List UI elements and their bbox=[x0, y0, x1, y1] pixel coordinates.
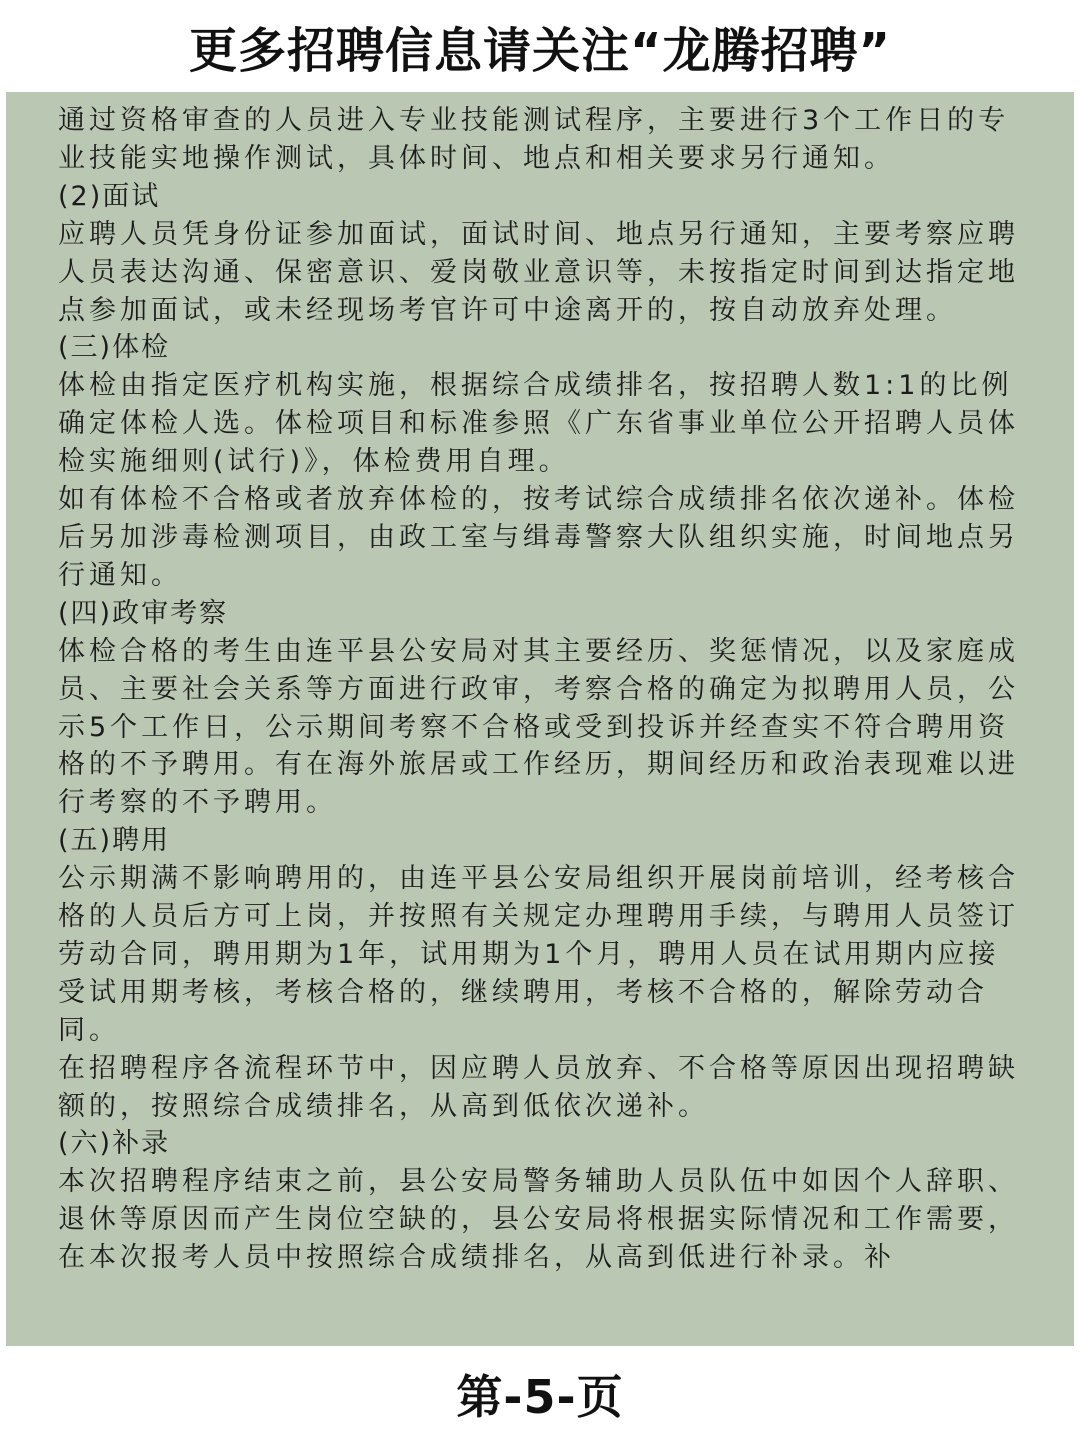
content-panel bbox=[6, 92, 1074, 1346]
section-heading-interview: (2)面试 bbox=[58, 180, 161, 212]
paragraph-medical-exam: 体检由指定医疗机构实施，根据综合成绩排名，按招聘人数1:1的比例确定体检人选。体检项目和标准参照《广东省事业单位公开招聘人员体检实施细则(试行)》，体检费用自理。 bbox=[58, 370, 1019, 478]
paragraph-skill-test: 通过资格审查的人员进入专业技能测试程序，主要进行3个工作日的专业技能实地操作测试，具体时间、地点和相关要求另行通知。 bbox=[58, 105, 1010, 174]
paragraph-vacancy-replacement: 在招聘程序各流程环节中，因应聘人员放弃、不合格等原因出现招聘缺额的，按照综合成绩排名，从高到低依次递补。 bbox=[58, 1052, 1019, 1122]
section-heading-supplementary: (六)补录 bbox=[58, 1128, 171, 1160]
paragraph-interview: 应聘人员凭身份证参加面试，面试时间、地点另行通知，主要考察应聘人员表达沟通、保密意识、爱岗敬业意识等，未按指定时间到达指定地点参加面试，或未经现场考官许可中途离开的，按自动放弃处理。 bbox=[58, 218, 1019, 326]
paragraph-supplementary: 本次招聘程序结束之前，县公安局警务辅助人员队伍中如因个人辞职、退休等原因而产生岗位空缺的，县公安局将根据实际情况和工作需要，在本次报考人员中按照综合成绩排名，从高到低进行补录。补 bbox=[58, 1166, 1019, 1274]
section-heading-employment: (五)聘用 bbox=[58, 825, 171, 857]
footer-banner bbox=[0, 1346, 1080, 1441]
page-number: 第-5-页 bbox=[456, 1369, 624, 1424]
header-banner bbox=[0, 0, 1080, 92]
paragraph-medical-exam-replacement: 如有体检不合格或者放弃体检的，按考试综合成绩排名依次递补。体检后另加涉毒检测项目，由政工室与缉毒警察大队组织实施，时间地点另行通知。 bbox=[58, 484, 1019, 591]
section-heading-medical-exam: (三)体检 bbox=[58, 332, 171, 364]
section-heading-political-review: (四)政审考察 bbox=[58, 597, 229, 629]
paragraph-political-review: 体检合格的考生由连平县公安局对其主要经历、奖惩情况，以及家庭成员、主要社会关系等方面进行政审，考察合格的确定为拟聘用人员，公示5个工作日，公示期间考察不合格或受到投诉并经查实不符合聘用资格的不予聘用。有在海外旅居或工作经历，期间经历和政治表现难以进行考察的不予聘用。 bbox=[58, 635, 1019, 819]
paragraph-employment: 公示期满不影响聘用的，由连平县公安局组织开展岗前培训，经考核合格的人员后方可上岗，并按照有关规定办理聘用手续，与聘用人员签订劳动合同，聘用期为1年，试用期为1个月，聘用人员在试用期内应接受试用期考核，考核合格的，继续聘用，考核不合格的，解除劳动合同。 bbox=[58, 863, 1019, 1046]
page-title: 更多招聘信息请关注“龙腾招聘” bbox=[188, 22, 892, 79]
